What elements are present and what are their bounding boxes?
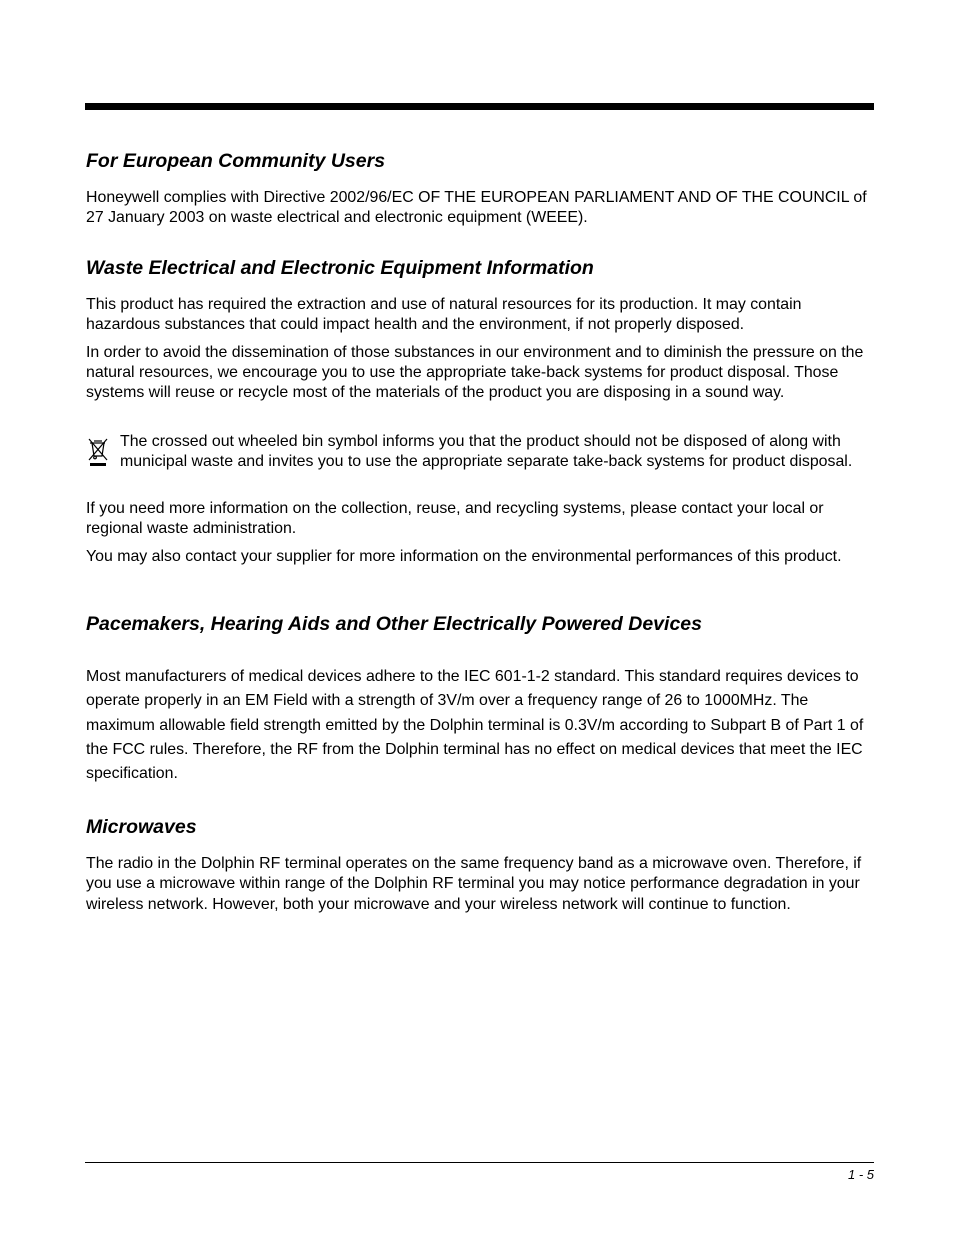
footer-rule: [85, 1162, 874, 1163]
section-title: Waste Electrical and Electronic Equipment Information: [86, 257, 594, 279]
crossed-out-wheeled-bin-icon: [86, 435, 110, 467]
section-title: Microwaves: [86, 816, 197, 838]
section-title: For European Community Users: [86, 150, 386, 172]
section-body: The radio in the Dolphin RF terminal operates on the same frequency band as a microwave oven. Therefore, if you use a microwave within range of the Dolphin RF terminal you may notice performance degradation in your wireless network. However, both your microwave and your wireless network will continue to function.: [86, 855, 862, 913]
section-paragraph: You may also contact your supplier for more information on the environmental performances of this product.: [86, 547, 842, 565]
section-weee-continued: [86, 499, 872, 567]
section-european-community: [86, 149, 872, 229]
section-weee: [86, 256, 872, 403]
section-paragraph: If you need more information on the collection, reuse, and recycling systems, please contact your local or regional waste administration.: [86, 500, 824, 538]
section-title: Pacemakers, Hearing Aids and Other Electrically Powered Devices: [86, 613, 702, 635]
section-paragraph: In order to avoid the dissemination of those substances in our environment and to diminish the pressure on the natural resources, we encourage you to use the appropriate take-back systems for product disposal. Those systems will reuse or recycle most of the materials of the product you are disposing in a sound way.: [86, 343, 864, 402]
weee-symbol-text: The crossed out wheeled bin symbol informs you that the product should not be disposed of along with municipal waste and invites you to use the appropriate separate take-back systems for product disposal.: [120, 433, 853, 471]
header-rule: [85, 103, 874, 110]
section-body: Honeywell complies with Directive 2002/96/EC OF THE EUROPEAN PARLIAMENT AND OF THE COUNCIL of 27 January 2003 on waste electrical and electronic equipment (WEEE).: [86, 189, 867, 227]
section-paragraph: This product has required the extraction and use of natural resources for its production. It may contain hazardous substances that could impact health and the environment, if not properly disposed.: [86, 296, 802, 334]
section-microwaves: [86, 815, 872, 915]
section-body: Most manufacturers of medical devices adhere to the IEC 601-1-2 standard. This standard requires devices to operate properly in an EM Field with a strength of 3V/m over a frequency range of 26 to 1000MHz. The maximum allowable field strength emitted by the Dolphin terminal is 0.3V/m according to Subpart B of Part 1 of the FCC rules. Therefore, the RF from the Dolphin terminal has no effect on medical devices that meet the IEC specification.: [86, 668, 864, 783]
page-number: 1 - 5: [847, 1167, 874, 1182]
section-pacemakers: [86, 612, 872, 786]
